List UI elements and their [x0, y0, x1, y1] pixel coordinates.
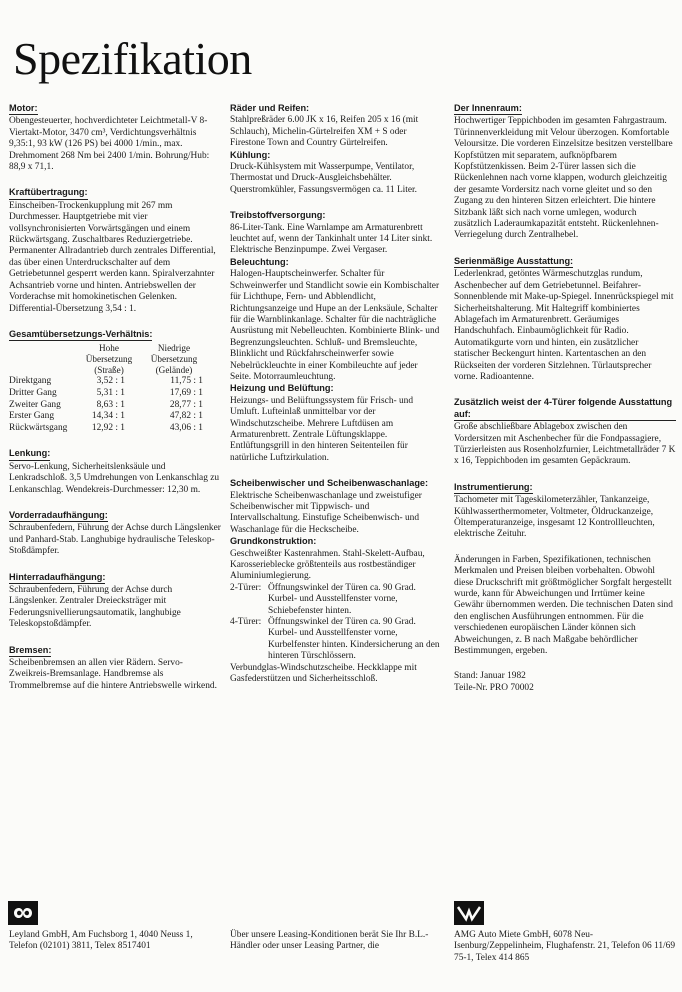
section-kraftuebertragung	[9, 187, 221, 314]
disclaimer-text: Änderungen in Farben, Spezifikationen, technischen Merkmalen und Preisen bleiben vorbehalten. Obwohl diese Druckschrift mit größtmöglicher Sorgfalt hergestellt wurde, kann für Abweichungen und Irrtümer keine Gewähr übernommen werden. Die technischen Daten sind den englischen Ausführungen entnommen. Für die verschiedenen europäischen Länder können sich Abweichungen, z. B nach Maßgabe behördlicher Bestimmungen, ergeben.	[454, 554, 673, 657]
section-instrumentierung	[454, 482, 676, 541]
section-innenraum	[454, 103, 676, 242]
section-heading: Kraftübertragung:	[9, 187, 88, 199]
section-heading: Instrumentierung:	[454, 482, 533, 494]
gear-name: Erster Gang	[9, 411, 55, 422]
section-heizung	[230, 383, 440, 464]
section-text: Einscheiben-Trockenkupplung mit 267 mm Durchmesser. Hauptgetriebe mit vier vollsynchronisierten Vorwärtsgängen und einem Rückwärtsgang. Zuschaltbares Reduziergetriebe. Permanenter Allradantrieb durch zentrales Differential, das über einen Unterdruckschalter auf dem Getriebetunnel gesperrt werden kann. Spiralverzahnter Achsantrieb vorne und hinten. Antriebswellen der Vorderachse mit homokinetischen Gelenken. Differential-Übersetzung 3,54 : 1.	[9, 200, 216, 314]
footer-amg-address: AMG Auto Miete GmbH, 6078 Neu-Isenburg/Zeppelinheim, Flughafenstr. 21, Telefon 06 11/69 75-1, Telex 414 865	[454, 930, 676, 963]
print-date: Stand: Januar 1982	[454, 671, 526, 682]
section-heading: Vorderradaufhängung:	[9, 510, 108, 522]
section-lenkung	[9, 448, 221, 496]
footer-leyland-address: Leyland GmbH, Am Fuchsborg 1, 4040 Neuss 1, Telefon (02101) 3811, Telex 8517401	[9, 930, 193, 952]
footer-leasing-note: Über unsere Leasing-Konditionen berät Sie Ihr B.L.-Händler oder unser Leasing Partner, die	[230, 930, 429, 952]
section-text: Scheibenbremsen an allen vier Rädern. Servo-Zweikreis-Bremsanlage. Handbremse als Trommelbremse auf die hintere Antriebswelle wirkend.	[9, 657, 217, 691]
gear-hoch: 14,34 : 1	[91, 411, 125, 422]
section-heading: Hinterradaufhängung:	[9, 572, 105, 584]
section-text: Große abschließbare Ablagebox zwischen den Vordersitzen mit Aschenbecher für die Fondpassagiere, Türzierleisten aus Rosenholzfurnier, Leichtmetallräder 7 K x 16, Teppichboden im gesamten Gepäckraum.	[454, 422, 676, 467]
section-heading: Zusätzlich weist der 4-Türer folgende Ausstattung auf:	[454, 397, 676, 421]
print-info	[454, 671, 676, 694]
section-heading: Scheibenwischer und Scheibenwaschanlage:	[230, 478, 429, 489]
gear-hoch: 3,52 : 1	[96, 376, 125, 387]
section-text: 86-Liter-Tank. Eine Warnlampe am Armaturenbrett leuchtet auf, wenn der Tankinhalt unter 14 Liter sinkt. Elektrische Benzinpumpe. Zwei Vergaser.	[230, 222, 433, 256]
section-heading: Bremsen:	[9, 645, 51, 657]
section-text: Druck-Kühlsystem mit Wasserpumpe, Ventilator, Thermostat und Druck-Ausgleichsbehälter. Querstromkühler, Fassungsvermögen ca. 11 Liter.	[230, 162, 417, 195]
part-number: Teile-Nr. PRO 70002	[454, 682, 534, 693]
section-text: Halogen-Hauptscheinwerfer. Schalter für Schweinwerfer und Standlicht sowie ein Kombischalter für Lichthupe, Fern- und Abblendlicht, Richtungsanzeige und Hupe an der Lenksäule, Schalter für die Warnblinkanlage. Schalter für die nachträgliche Ausrüstung mit Nebelleuchten. Kombinierte Blink- und Begrenzungsleuchten. Schluß- und Bremsleuchte, Blinklicht und Rückfahrscheinwerfer sowie Nebelrückleuchte in einer Kombileuchte auf jeder Seite. Motorraumleuchtung.	[230, 269, 440, 382]
gear-table-header	[9, 343, 221, 376]
section-heading: Motor:	[9, 103, 38, 115]
section-heading: Serienmäßige Ausstattung:	[454, 256, 573, 268]
section-text: Schraubenfedern, Führung der Achse durch Längslenker. Zentraler Dreiecksträger mit Federungsnivellierungsautomatik, langhubige Teleskopstoßdämpfer.	[9, 584, 181, 630]
section-heading: Räder und Reifen:	[230, 103, 310, 113]
gear-niedrig: 47,82 : 1	[169, 411, 203, 422]
section-motor	[9, 103, 221, 173]
gear-name: Rückwärtsgang	[9, 422, 68, 433]
section-hinterradaufhaengung	[9, 572, 221, 631]
section-text: Verbundglas-Windschutzscheibe. Heckklappe mit Gasfederstützen und Sicherheitsschloß.	[230, 662, 417, 685]
section-text: Stahlpreßräder 6.00 JK x 16, Reifen 205 x 16 (mit Schlauch), Michelin-Gürtelreifen XM + S oder Firestone Town and Country Gürtelreifen.	[230, 115, 419, 149]
section-text: Tachometer mit Tageskilometerzähler, Tankanzeige, Kühlwasserthermometer, Voltmeter, Öldruckanzeige, Öltemperaturanzeige, insgesamt 12 Kontrollleuchten, elektrische Zeituhr.	[454, 495, 655, 540]
gear-niedrig: 43,06 : 1	[169, 422, 203, 433]
section-gesamtuebersetzung	[9, 329, 221, 434]
column-right	[454, 103, 676, 694]
section-text: Schraubenfedern, Führung der Achse durch Längslenker und Panhard-Stab. Langhubige hydraulische Teleskop-Stoßdämpfer.	[9, 523, 221, 557]
section-heading: Treibstoffversorgung:	[230, 210, 326, 221]
section-zusatzausstattung	[454, 397, 676, 467]
section-kuehlung	[230, 150, 440, 197]
gear-row	[9, 400, 221, 412]
tuerer-label: 2-Türer:	[230, 582, 262, 593]
column-left	[9, 103, 221, 692]
section-heading: Lenkung:	[9, 448, 50, 460]
section-text: Elektrische Scheibenwaschanlage und zweistufiger Scheibenwischer mit Tippwisch- und Intervallschaltung. Einstufige Scheibenwisch- und Waschanlage für die Heckscheibe.	[230, 490, 422, 535]
tuerer-2	[230, 583, 440, 617]
section-vorderradaufhaengung	[9, 510, 221, 558]
tuerer-text: Öffnungswinkel der Türen ca. 90 Grad. Kurbel- und Ausstellfenster vorne, Schiebefenster hinten.	[268, 582, 416, 616]
gear-row	[9, 388, 221, 400]
column-middle	[230, 103, 440, 686]
section-treibstoff	[230, 210, 440, 257]
section-text: Lederlenkrad, getöntes Wärmeschutzglas rundum, Aschenbecher auf dem Getriebetunnel. Beifahrer-Sonnenblende mit Make-up-Spiegel. Innenrückspiegel mit Sicherheitshalterung. Mit Haltegriff kombiniertes Ablagefach im Armaturenbrett. Geräumiges Handschuhfach. Einbaumöglichkeit für Radio. Automatikgurte vorn und hinten, ein zusätzlicher statischer Beckengurt hinten. Kartentaschen an den Rückseiten der vorderen Sitzlehnen. Türlautsprecher vorne. Radioantenne.	[454, 269, 674, 382]
section-grundkonstruktion	[230, 536, 440, 685]
gear-niedrig: 28,77 : 1	[169, 399, 203, 410]
gear-col-niedrig: Niedrige Übersetzung (Gelände)	[150, 343, 198, 376]
section-bremsen	[9, 645, 221, 693]
gear-hoch: 12,92 : 1	[91, 422, 125, 433]
gear-niedrig: 11,75 : 1	[170, 376, 203, 387]
leyland-logo-icon	[8, 901, 38, 925]
gear-name: Dritter Gang	[9, 387, 57, 398]
section-heading: Der Innenraum:	[454, 103, 522, 115]
tuerer-4	[230, 617, 440, 663]
gear-hoch: 5,31 : 1	[96, 387, 125, 398]
section-serienausstattung	[454, 256, 676, 383]
gear-hoch: 8,63 : 1	[96, 399, 125, 410]
tuerer-label: 4-Türer:	[230, 617, 262, 628]
gear-name: Zweiter Gang	[9, 399, 61, 410]
section-text: Hochwertiger Teppichboden im gesamten Fahrgastraum. Türinnenverkleidung mit Velour überzogen. Komfortable Veloursitze. Die vorderen Einzelsitze besitzen verstellbare Kopfstützen mit separatem, aufknöpfbarem Kopfstützenkissen. Beim 2-Türer lassen sich die Rückenlehnen nach vorne klappen, wodurch gleichzeitig der gesamte Vordersitz nach vorne gleitet und so den Zugang zu den hinteren Sitzen erleichtert. Die hintere Sitzbank läßt sich nach vorne umlegen, wodurch zusätzlich Laderaumkapazität entsteht. Rückenlehnen-Verriegelung durch Zentralhebel.	[454, 116, 673, 241]
gear-row	[9, 423, 221, 435]
section-heading: Beleuchtung:	[230, 256, 289, 267]
section-heading: Kühlung:	[230, 149, 271, 160]
gear-row	[9, 411, 221, 423]
tuerer-text: Öffnungswinkel der Türen ca. 90 Grad. Kurbel- und Ausstellfenster vorne, Kurbelfenster hinten. Kindersicherung an den hinteren Türschlössern.	[268, 617, 440, 662]
gear-niedrig: 17,69 : 1	[169, 387, 203, 398]
section-text: Heizungs- und Belüftungssystem für Frisch- und Umluft. Lufteinlaß unmittelbar vor der Windschutzscheibe. Mehrere Luftdüsen am Armaturenbrett. Zentrale Lüftungsklappe. Entlüftungsgrill in den hinteren Seitenteilen für natürliche Luftzirkulation.	[230, 395, 414, 463]
gear-row	[9, 376, 221, 388]
section-text: Servo-Lenkung, Sicherheitslenksäule und Lenkradschloß. 3,5 Umdrehungen von Lenkanschlag zu Lenkanschlag. Wendekreis-Durchmesser: 12,30 m.	[9, 461, 220, 495]
gear-col-hoch: Hohe Übersetzung (Straße)	[85, 343, 133, 376]
amg-logo-icon	[454, 901, 484, 925]
gear-name: Direktgang	[9, 376, 52, 387]
section-text: Obengesteuerter, hochverdichteter Leichtmetall-V 8-Viertakt-Motor, 3470 cm³, Verdichtungsverhältnis 9,35:1, 93 kW (126 PS) bei 4000 1/min., max. Drehmoment 268 Nm bei 2400 1/min. Bohrung/Hub: 88,9 x 71,1.	[9, 116, 210, 173]
section-beleuchtung	[230, 257, 440, 383]
section-heading: Heizung und Belüftung:	[230, 383, 334, 394]
page-title: Spezifikation	[13, 33, 252, 84]
section-text: Geschweißter Kastenrahmen. Stahl-Skelett-Aufbau, Karosserieblecke größtenteils aus rostbeständiger Aluminiumlegierung.	[230, 548, 425, 582]
section-raeder	[230, 103, 440, 150]
section-scheibenwischer	[230, 478, 440, 536]
section-heading: Grundkonstruktion:	[230, 536, 317, 547]
section-heading: Gesamtübersetzungs-Verhältnis:	[9, 329, 152, 341]
disclaimer	[454, 555, 676, 658]
